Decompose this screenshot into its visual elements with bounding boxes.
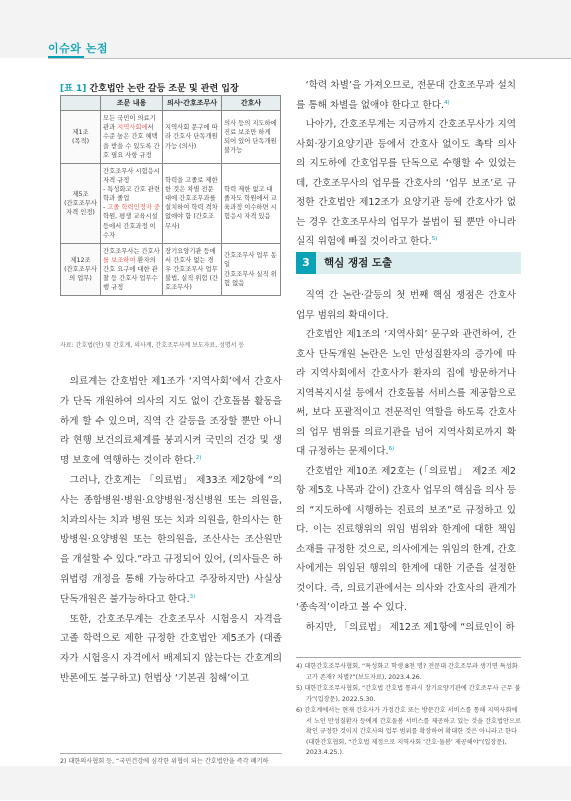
body-paragraph	[296, 76, 516, 115]
paragraph-text: 직역 간 논란·갈등의 첫 번째 핵심 쟁점은 간호사 업무 범위의 확대이다.	[296, 290, 516, 321]
paragraph-text: 의료계는 간호법안 제1조가 ‘지역사회’에서 간호사가 단독 개원하여 의사의 지도 없이 간호돌봄 활동을 하게 할 수 있으며, 직역 간 갈등을 조장할 뿐만 아니라 현행 보건의료체계를 붕괴시켜 국민의 건강 및 생명 보호에 역행하는 것이라 한다.	[60, 376, 282, 467]
header-divider	[48, 58, 571, 59]
table-row	[61, 163, 281, 243]
table-cell-doctor: 지역사회 문구에 따라 간호사 단독개원 가능 (의사)	[163, 111, 222, 164]
header-accent-bar	[48, 56, 84, 58]
table-caption-text: 간호법안 논란 갈등 조문 및 관련 입장	[89, 84, 239, 94]
paragraph-text: 그러나, 간호계는 「의료법」 제33조 제2항에 “의사는 종합병원·병원·요양병원·정신병원 또는 의원을, 치과의사는 치과 병원 또는 치과 의원을, 한의사는 한방병원·요양병원 또는 한의원을, 조산사는 조산원만을 개설할 수 있다.”라고 규정되어 있어, (의사들은 하위법령 개정을 통해 가능하다고 주장하지만) 사실상 단독개원은 불가능하다고 한다.	[60, 474, 282, 605]
body-paragraph	[296, 618, 516, 638]
footnote: 5) 대한간호조무사협회, “간호법 간호법 통과시 장기요양기관에 간호조무사 근무 불가”(입장문), 2022.5.30.	[296, 685, 521, 703]
running-header-title: 이슈와 논점	[48, 42, 108, 55]
paragraph-text: 또한, 간호조무계는 간호조무사 시험응시 자격을 고졸 학력으로 제한 규정한 간호법안 제5조가 (대졸자가 시험응시 자격에서 배제되지 않는다는 간호계의 반론에도 불구하고) 헌법상 ‘기본권 침해’이고	[60, 613, 282, 684]
table-cell-content: 간호조무사는 간호사를 보조하여 환자의 간호 요구에 대한 관찰 등 간호사 업무수행 규정	[101, 243, 163, 296]
body-paragraph	[296, 462, 516, 618]
paragraph-text: ‘학력 차별’을 가져오므로, 전문대 간호조무과 설치를 통해 차별을 없애야 한다고 한다.	[296, 80, 516, 111]
highlight-text: 지역사회에	[117, 124, 148, 132]
table-header-cell: 의사·간호조무사	[163, 96, 222, 111]
section-heading	[296, 252, 521, 274]
table-cell-nurse: 학력 제한 없고 대졸자도 학원에서 교육과정 이수하면 시험응시 자격 있음	[222, 163, 281, 243]
table-cell-doctor: 장기요양기관 등에서 간호사 없는 경우 간호조무사 업무 불법, 실직 위험 (간호조무사)	[163, 243, 222, 296]
paragraph-text: 간호법안 제1조의 ‘지역사회’ 문구와 관련하여, 간호사 단독개원 논란은 노인 만성질환자의 증가에 따라 지역사회에서 간호사가 환자의 집에 방문하거나 지역복지시설 등에서 간호돌봄 서비스를 제공함으로써, 보다 포괄적이고 전문적인 역할을 하도록 간호사의 업무 범위를 의료기관을 넘어 지역사회로까지 확대 규정하는 문제이다.	[296, 329, 516, 457]
conflict-table	[60, 95, 281, 296]
left-footnote-divider	[60, 753, 282, 754]
highlight-text: 를 보조하여	[103, 256, 136, 264]
conflict-table-wrapper	[60, 95, 280, 296]
body-paragraph	[60, 372, 282, 471]
right-footnote-divider	[296, 657, 521, 658]
section-number: 3	[296, 252, 316, 274]
table-row-head: 제12조 (간호조무사 의 업무)	[61, 243, 101, 296]
left-column-body	[60, 372, 282, 689]
footnote: 4) 대한간호조무사협회, “특성화고 학생 8천 명? 전문대 간호조무과 생기면 특성화고가 존재? 차별?”(보도자료), 2023.4.26.	[296, 663, 518, 681]
table-header-cell: 간호사	[222, 96, 281, 111]
table-cell-content: 간호조무사 시험응시자격 규정 - 특성화고 간호 관련 학과 졸업 - 고졸 학력인정자 중학원, 평생 교육시설 등에서 간호과정 이수자	[101, 163, 163, 243]
right-column-body	[296, 286, 516, 637]
footnote-ref: 4)	[444, 99, 450, 106]
table-caption-tag: [표 1]	[60, 84, 87, 94]
footnote-ref: 6)	[388, 445, 395, 452]
body-paragraph	[60, 610, 282, 689]
table-row	[61, 111, 281, 164]
table-header-cell	[61, 96, 101, 111]
footnote-ref: 3)	[189, 593, 196, 600]
table-cell-content: 모든 국민이 의료기관과 지역사회에서 수준 높은 간호 혜택을 받을 수 있도록 간호 필요 사항 규정	[101, 111, 163, 164]
paragraph-text: 하지만, 「의료법」 제12조 제1항에 “의료인이 하	[305, 621, 515, 633]
table-cell-nurse: 의사 등의 지도하에 진료 보조만 하게 되어 있어 단독개원 불가능	[222, 111, 281, 164]
table-header-row	[61, 96, 281, 111]
table-row	[61, 243, 281, 296]
table-source: 자료: 간호법(안) 및 간호계, 의사계, 간호조무사계 보도자료, 성명서 등	[60, 342, 245, 349]
body-paragraph	[296, 325, 516, 462]
body-paragraph	[296, 286, 516, 325]
table-row-head: 제5조 (간호조무사 자격 인정)	[61, 163, 101, 243]
footnote-ref: 2)	[195, 455, 202, 461]
footnote: 2) 대한의사협회 등, “국민건강에 심각한 위협이 되는 간호법안을 즉각 폐기하	[60, 758, 269, 765]
paragraph-text: 간호법안 제10조 제2호는 (「의료법」 제2조 제2항 제5호 나목과 같이) 간호사 업무의 핵심을 의사 등의 “지도하에 시행하는 진료의 보조”로 규정하고 있다. 이는 진료행위의 위임 범위와 한계에 대한 책임 소재를 규정한 것으로, 의사에게는 위임의 한계, 간호사에게는 위임된 행위의 한계에 대한 기준을 설정한 것이다. 즉, 의료기관에서는 의사와 간호사의 관계가 ‘종속적’이라고 볼 수 있다.	[296, 465, 516, 613]
footnote: 6) 간호계에서는 현재 간호사가 가정간호 또는 방문간호 서비스를 통해 지역사회에서 노인 만성질환자 등에게 간호돌봄 서비스를 제공하고 있는 것을 간호법안으로 확인 규정한 것이지 간호사의 업무 범위를 확장하여 확대한 것은 아니라고 한다(대한간호협회, “간호법 제정으로 지역사회 ‘간호·돌봄’ 제공해야”(입장문), 2023.4.25.).	[296, 707, 521, 756]
table-cell-doctor: 학력을 고졸로 제한한 것은 차별 전문대에 간호조무과를 설치하여 학력 격차 없애야 함 (간호조무사)	[163, 163, 222, 243]
footnote-ref: 5)	[431, 235, 438, 242]
body-paragraph	[60, 471, 282, 610]
body-paragraph	[296, 115, 516, 252]
highlight-text: 고졸 학력인정자 중	[107, 204, 160, 212]
page-footer	[0, 766, 571, 800]
table-caption	[60, 81, 239, 94]
paragraph-text: 나아가, 간호조무계는 지금까지 간호조무사가 지역사회·장기요양기관 등에서 간호사 없이도 촉탁 의사의 지도하에 간호업무를 단독으로 수행할 수 있었는데, 간호조무사의 업무를 간호사의 ‘업무 보조’로 규정한 간호법안 제12조가 요양기관 등에 간호사가 없는 경우 간호조무사의 업무가 불법이 될 뿐만 아니라 실직 위험에 빠질 것이라고 한다.	[296, 119, 516, 247]
table-row-head: 제1조 (목적)	[61, 111, 101, 164]
right-column-top-body	[296, 76, 516, 252]
table-header-cell: 조문 내용	[101, 96, 163, 111]
section-title: 핵심 쟁점 도출	[324, 257, 393, 269]
table-cell-nurse: 간호조무사 업무 동일 간호조무사 실직 위험 없음	[222, 243, 281, 296]
right-footnotes	[296, 662, 521, 760]
